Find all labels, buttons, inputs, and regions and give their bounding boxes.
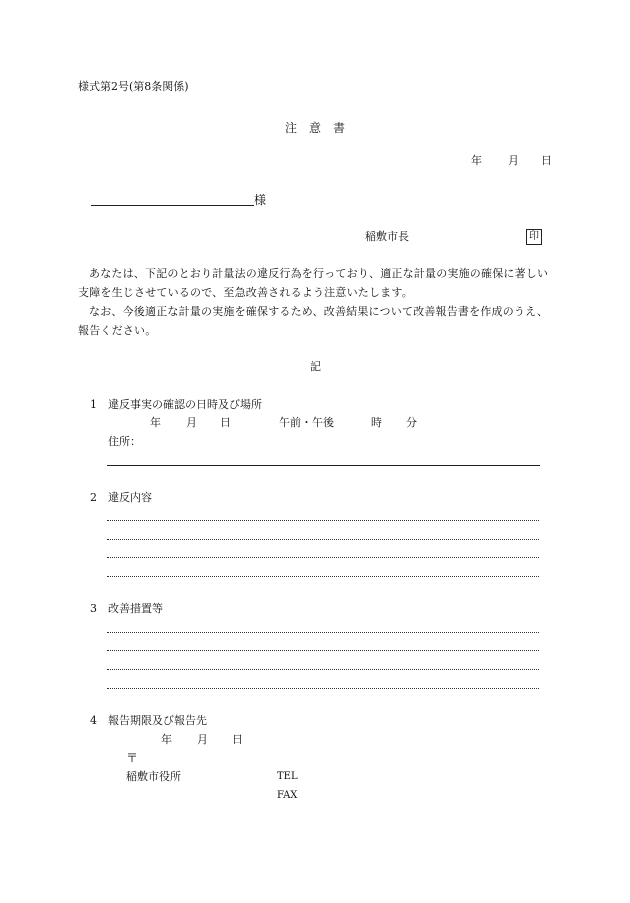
section-2-heading: 違反内容 bbox=[108, 491, 152, 504]
date-year-label: 年 bbox=[471, 154, 482, 167]
section-3-heading: 改善措置等 bbox=[108, 602, 163, 615]
form-number-label: 様式第2号(第8条関係) bbox=[78, 80, 189, 93]
addressee-suffix: 様 bbox=[254, 193, 267, 207]
section-1-number: 1 bbox=[90, 398, 97, 411]
section-1-month-label: 月 bbox=[186, 416, 197, 429]
section-2-dotted-line bbox=[107, 557, 539, 558]
section-2-dotted-line bbox=[107, 576, 539, 577]
ki-heading: 記 bbox=[310, 360, 321, 373]
notice-body bbox=[78, 264, 556, 340]
notice-paragraph-1: あなたは、下記のとおり計量法の違反行為を行っており、適正な計量の実施の確保に著しい支障を生じさせているので、至急改善されるよう注意いたします。 bbox=[78, 267, 549, 299]
date-day-label: 日 bbox=[541, 154, 552, 167]
section-1-heading: 違反事実の確認の日時及び場所 bbox=[108, 398, 262, 411]
section-2-dotted-line bbox=[107, 520, 539, 521]
document-title: 注 意 書 bbox=[285, 121, 346, 135]
section-1-address-line bbox=[107, 465, 540, 466]
office-name: 稲敷市役所 bbox=[126, 770, 181, 783]
section-1-ampm-label: 午前・午後 bbox=[279, 416, 334, 429]
addressee-blank-line bbox=[91, 205, 254, 206]
issuer-name: 稲敷市長 bbox=[365, 230, 409, 243]
section-4-number: 4 bbox=[90, 714, 97, 727]
section-1-day-label: 日 bbox=[220, 416, 231, 429]
section-4-year-label: 年 bbox=[161, 733, 172, 746]
fax-label: FAX bbox=[277, 790, 298, 801]
section-4-heading: 報告期限及び報告先 bbox=[108, 714, 207, 727]
section-3-dotted-line bbox=[107, 650, 539, 651]
date-month-label: 月 bbox=[508, 154, 519, 167]
postal-mark: 〒 bbox=[126, 751, 139, 765]
section-4-month-label: 月 bbox=[197, 733, 208, 746]
section-3-dotted-line bbox=[107, 632, 539, 633]
section-1-minute-label: 分 bbox=[406, 416, 417, 429]
section-2-dotted-line bbox=[107, 539, 539, 540]
section-4-day-label: 日 bbox=[232, 733, 243, 746]
section-1-year-label: 年 bbox=[150, 416, 161, 429]
seal-mark: 印 bbox=[526, 229, 542, 245]
notice-paragraph-2: なお、今後適正な計量の実施を確保するため、改善結果について改善報告書を作成のうえ、報告ください。 bbox=[78, 305, 549, 337]
section-3-dotted-line bbox=[107, 688, 539, 689]
section-1-address-label: 住所： bbox=[108, 435, 141, 448]
tel-label: TEL bbox=[277, 771, 298, 782]
section-3-number: 3 bbox=[90, 602, 97, 615]
section-2-number: 2 bbox=[90, 491, 97, 504]
section-3-dotted-line bbox=[107, 669, 539, 670]
section-1-hour-label: 時 bbox=[371, 416, 382, 429]
